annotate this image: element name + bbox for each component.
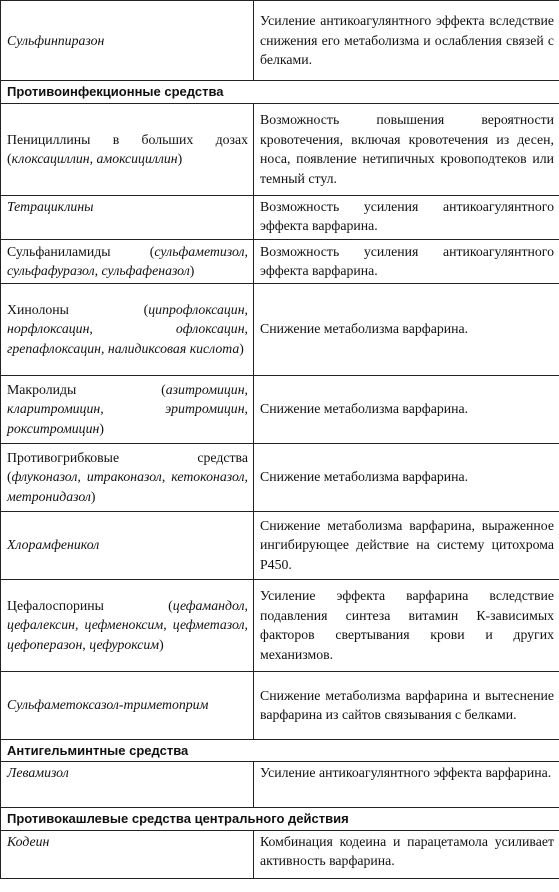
drug-name: ципрофлоксацин xyxy=(148,301,245,317)
drug-text: , xyxy=(244,381,248,397)
table-row xyxy=(1,762,559,808)
drug-name: клоксациллин xyxy=(11,151,90,166)
table-row xyxy=(1,195,559,239)
drug-name: амоксициллин xyxy=(96,151,178,166)
drug-name: Хлорамфеникол xyxy=(7,537,100,553)
drug-text: Сульфаниламиды ( xyxy=(7,243,155,259)
section-title: Противокашлевые средства центрального действия xyxy=(1,808,559,831)
drug-name: сульфаметизол xyxy=(154,243,245,259)
drug-text: Хинолоны ( xyxy=(7,301,149,317)
drug-text: Пенициллины в больших дозах ( xyxy=(7,131,248,166)
table-row xyxy=(1,283,559,375)
drug-cell xyxy=(1,830,254,878)
drug-text: , xyxy=(244,243,248,259)
drug-name: Кодеин xyxy=(7,833,50,849)
drug-name: грепафлоксацин xyxy=(7,340,101,356)
drug-cell xyxy=(1,375,254,443)
drug-name: кларитромицин xyxy=(7,401,101,417)
drug-text: , xyxy=(244,401,248,417)
effect-cell: Усиление эффекта варфарина вследствие подавления синтеза витамин К-зависимых факторов свертывания крови и других механизмов. xyxy=(254,579,559,671)
drug-text: , xyxy=(244,301,248,317)
section-row xyxy=(1,808,559,831)
drug-text: ) xyxy=(189,263,195,278)
drug-name: итраконазол xyxy=(86,469,162,485)
table-row xyxy=(1,830,559,878)
drug-name: цефалексин xyxy=(7,617,75,633)
drug-name: цефметазол xyxy=(172,617,245,633)
drug-text: , xyxy=(244,597,248,613)
effect-cell: Усиление антикоагулянтного эффекта варфарина. xyxy=(254,762,559,808)
effect-cell: Снижение метаболизма варфарина. xyxy=(254,283,559,375)
drug-text: , xyxy=(82,636,90,652)
drug-text: , xyxy=(77,469,87,485)
effect-cell: Снижение метаболизма варфарина. xyxy=(254,443,559,511)
drug-name: офлоксацин xyxy=(175,321,245,337)
drug-text: ) xyxy=(159,636,164,652)
table-row xyxy=(1,671,559,739)
drug-text: , xyxy=(89,321,176,337)
drug-name: Сульфинпиразон xyxy=(7,32,105,48)
drug-name: цефменоксим xyxy=(84,617,164,633)
drug-text: , xyxy=(244,617,248,633)
drug-cell xyxy=(1,443,254,511)
section-row xyxy=(1,739,559,762)
table-row xyxy=(1,443,559,511)
effect-cell: Возможность усиления антикоагулянтного эффекта варфарина. xyxy=(254,195,559,239)
drug-text: Цефалоспорины ( xyxy=(7,597,173,613)
drug-name: цефамандол xyxy=(172,597,245,613)
drug-text: , xyxy=(161,469,172,485)
effect-cell: Возможность усиления антикоагулянтного эффекта варфарина. xyxy=(254,239,559,283)
drug-cell xyxy=(1,579,254,671)
drug-text: , xyxy=(89,151,97,166)
drug-text: , xyxy=(100,401,166,417)
drug-name: флуконазол xyxy=(11,469,78,485)
effect-cell: Снижение метаболизма варфарина и вытеснение варфарина из сайтов связывания с белками. xyxy=(254,671,559,739)
effect-cell: Снижение метаболизма варфарина. xyxy=(254,375,559,443)
drug-cell xyxy=(1,283,254,375)
drug-cell xyxy=(1,239,254,283)
table-row xyxy=(1,239,559,283)
drug-name: норфлоксацин xyxy=(7,321,90,337)
drug-text: ) xyxy=(99,420,104,436)
drug-name: налидиксовая кислота xyxy=(107,340,240,356)
section-title: Антигельминтные средства xyxy=(1,739,559,762)
section-title: Противоинфекционные средства xyxy=(1,81,559,104)
drug-text: ) xyxy=(239,340,244,356)
drug-cell xyxy=(1,762,254,808)
drug-name: цефуроксим xyxy=(89,636,160,652)
table-body xyxy=(1,1,559,879)
drug-text: , xyxy=(163,617,173,633)
drug-name: рокситромицин xyxy=(7,420,100,436)
drug-text: Противогрибковые средства ( xyxy=(7,449,248,485)
drug-text: , xyxy=(94,263,102,278)
drug-cell xyxy=(1,511,254,579)
drug-name: Левамизол xyxy=(7,765,69,780)
drug-text: ) xyxy=(177,151,183,166)
drug-name: Тетрациклины xyxy=(7,198,94,214)
drug-text: , xyxy=(75,617,85,633)
drug-name: азитромицин xyxy=(165,381,245,397)
drug-name: метронидазол xyxy=(7,488,91,504)
table-row xyxy=(1,1,559,81)
drug-text: , xyxy=(244,469,248,485)
drug-text: , xyxy=(100,340,108,356)
drug-name: эритромицин xyxy=(165,401,245,417)
section-row xyxy=(1,81,559,104)
drug-cell xyxy=(1,671,254,739)
drug-cell xyxy=(1,103,254,195)
table-row xyxy=(1,103,559,195)
effect-cell: Усиление антикоагулянтного эффекта вследствие снижения его метаболизма и ослабления связей с белками. xyxy=(254,1,559,81)
drug-text: Макролиды ( xyxy=(7,381,166,397)
drug-name: кетоконазол xyxy=(171,469,245,485)
table-row xyxy=(1,375,559,443)
drug-name: сульфафеназол xyxy=(101,263,190,278)
drug-name: сульфафуразол xyxy=(7,263,95,278)
drug-text: ) xyxy=(90,488,96,504)
drug-name: цефоперазон xyxy=(7,636,83,652)
drug-cell xyxy=(1,195,254,239)
effect-cell: Возможность повышения вероятности кровотечения, включая кровотечения из десен, носа, появление нетипичных кровоподтеков или темный стул. xyxy=(254,103,559,195)
table-row xyxy=(1,579,559,671)
effect-cell: Снижение метаболизма варфарина, выраженное ингибирующее действие на систему цитохрома Р450. xyxy=(254,511,559,579)
drug-text: , xyxy=(244,321,248,337)
table-row xyxy=(1,511,559,579)
drug-cell xyxy=(1,1,254,81)
drug-name: Сульфаметоксазол-триметоприм xyxy=(7,697,209,713)
effect-cell: Комбинация кодеина и парацетамола усиливает активность варфарина. xyxy=(254,830,559,878)
